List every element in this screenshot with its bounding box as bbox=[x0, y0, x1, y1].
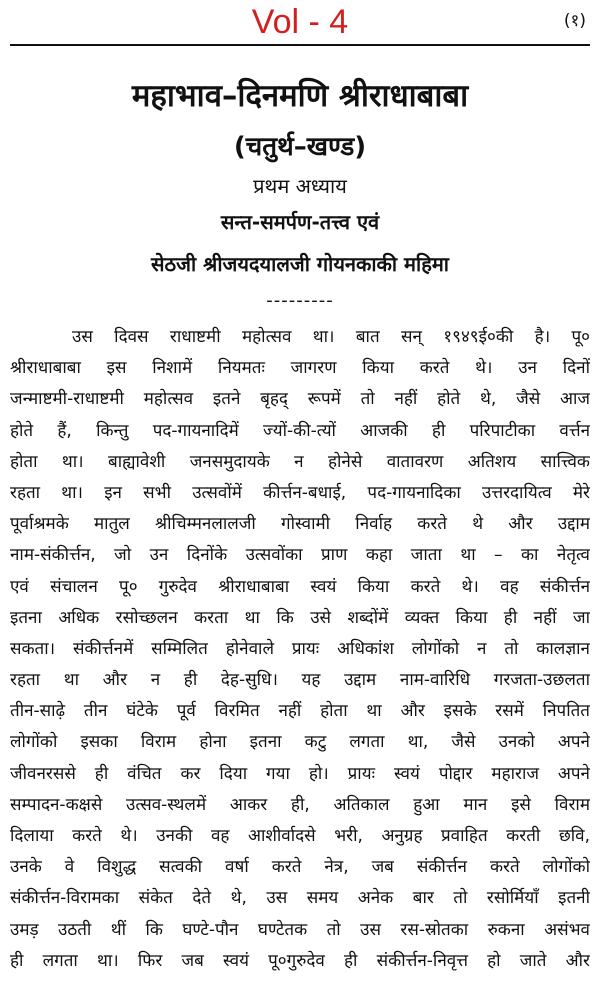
body-text bbox=[10, 322, 590, 977]
body-line: पूर्वाश्रमके मातुल श्रीचिम्मनलालजी गोस्वामी निर्वाह करते थे और उद्दाम bbox=[10, 514, 590, 535]
chapter-title-line-1: सन्त-समर्पण-तत्त्व एवं bbox=[220, 210, 380, 234]
body-line: उमड़ उठती थीं कि घण्टे-पौन घण्टेतक तो उस रस-स्रोतका रुकना असंभव bbox=[10, 919, 590, 940]
body-line: होते हैं, किन्तु पद-गायनादिमें ज्यों-की-त्यों आजकी ही परिपाटीका वर्त्तन bbox=[10, 420, 590, 441]
body-line: तीन-साढ़े तीन घंटेके पूर्व विरमित नहीं होता था और इसके रसमें निपतित bbox=[10, 701, 590, 722]
body-line: श्रीराधाबाबा इस निशामें नियमतः जागरण किया करते थे। उन दिनों bbox=[10, 358, 590, 379]
body-line: इतना अधिक रसोच्छलन करता था कि उसे शब्दोंमें व्यक्त किया ही नहीं जा bbox=[10, 607, 590, 628]
body-line: जीवनरससे ही वंचित कर दिया गया हो। प्रायः स्वयं पोद्दार महाराज अपने bbox=[10, 763, 590, 784]
body-line: ही लगता था। फिर जब स्वयं पू०गुरुदेव ही संकीर्त्तन-निवृत्त हो जाते और bbox=[10, 950, 590, 971]
volume-label: Vol - 4 bbox=[251, 3, 349, 41]
body-line: एवं संचालन पू० गुरुदेव श्रीराधाबाबा स्वयं किया करते थे। वह संकीर्त्तन bbox=[10, 576, 590, 597]
body-line: उनके वे विशुद्ध सत्वकी वर्षा करते नेत्र, जब संकीर्त्तन करते लोगोंको bbox=[10, 857, 590, 878]
chapter-label: प्रथम अध्याय bbox=[253, 174, 347, 198]
body-line: जन्माष्टमी-राधाष्टमी महोत्सव इतने बृहद् रूपमें तो नहीं होते थे, जैसे आज bbox=[10, 389, 590, 410]
body-line: उस दिवस राधाष्टमी महोत्सव था। बात सन् १९४९ई०की है। पू० bbox=[72, 327, 590, 347]
section-separator: --------- bbox=[266, 290, 334, 311]
chapter-title-line-2: सेठजी श्रीजयदयालजी गोयनकाकी महिमा bbox=[151, 252, 449, 276]
book-subtitle: (चतुर्थ–खण्ड) bbox=[233, 132, 367, 162]
header-rule bbox=[10, 44, 590, 46]
body-line: सम्पादन-कक्षसे उत्सव-स्थलमें आकर ही, अतिकाल हुआ मान इसे विराम bbox=[10, 794, 590, 815]
book-title: महाभाव–दिनमणि श्रीराधाबाबा bbox=[131, 78, 469, 114]
body-line: लोगोंको इसका विराम होना इतना कटु लगता था, जैसे उनको अपने bbox=[10, 732, 590, 753]
body-line: सकता। संकीर्त्तनमें सम्मिलित होनेवाले प्रायः अधिकांश लोगोंको न तो कालज्ञान bbox=[10, 638, 590, 659]
page-number: (१) bbox=[563, 11, 586, 31]
body-line: दिलाया करते थे। उनकी वह आशीर्वादसे भरी, अनुग्रह प्रवाहित करती छवि, bbox=[10, 826, 590, 846]
body-line: रहता था और न ही देह-सुधि। यह उद्दाम नाम-वारिधि गरजता-उछलता bbox=[10, 670, 590, 691]
body-line: रहता था। इन सभी उत्सवोंमें कीर्त्तन-बधाई, पद-गायनादिका उत्तरदायित्व मेरे bbox=[10, 482, 590, 503]
body-line: संकीर्त्तन-विरामका संकेत देते थे, उस समय अनेक बार तो रसोर्मियाँ इतनी bbox=[10, 888, 590, 909]
body-line: होता था। बाह्यावेशी जनसमुदायके न होनेसे वातावरण अतिशय सात्त्विक bbox=[10, 451, 590, 472]
body-line: नाम-संकीर्त्तन, जो उन दिनोंके उत्सवोंका प्राण कहा जाता था – का नेतृत्व bbox=[10, 545, 590, 566]
